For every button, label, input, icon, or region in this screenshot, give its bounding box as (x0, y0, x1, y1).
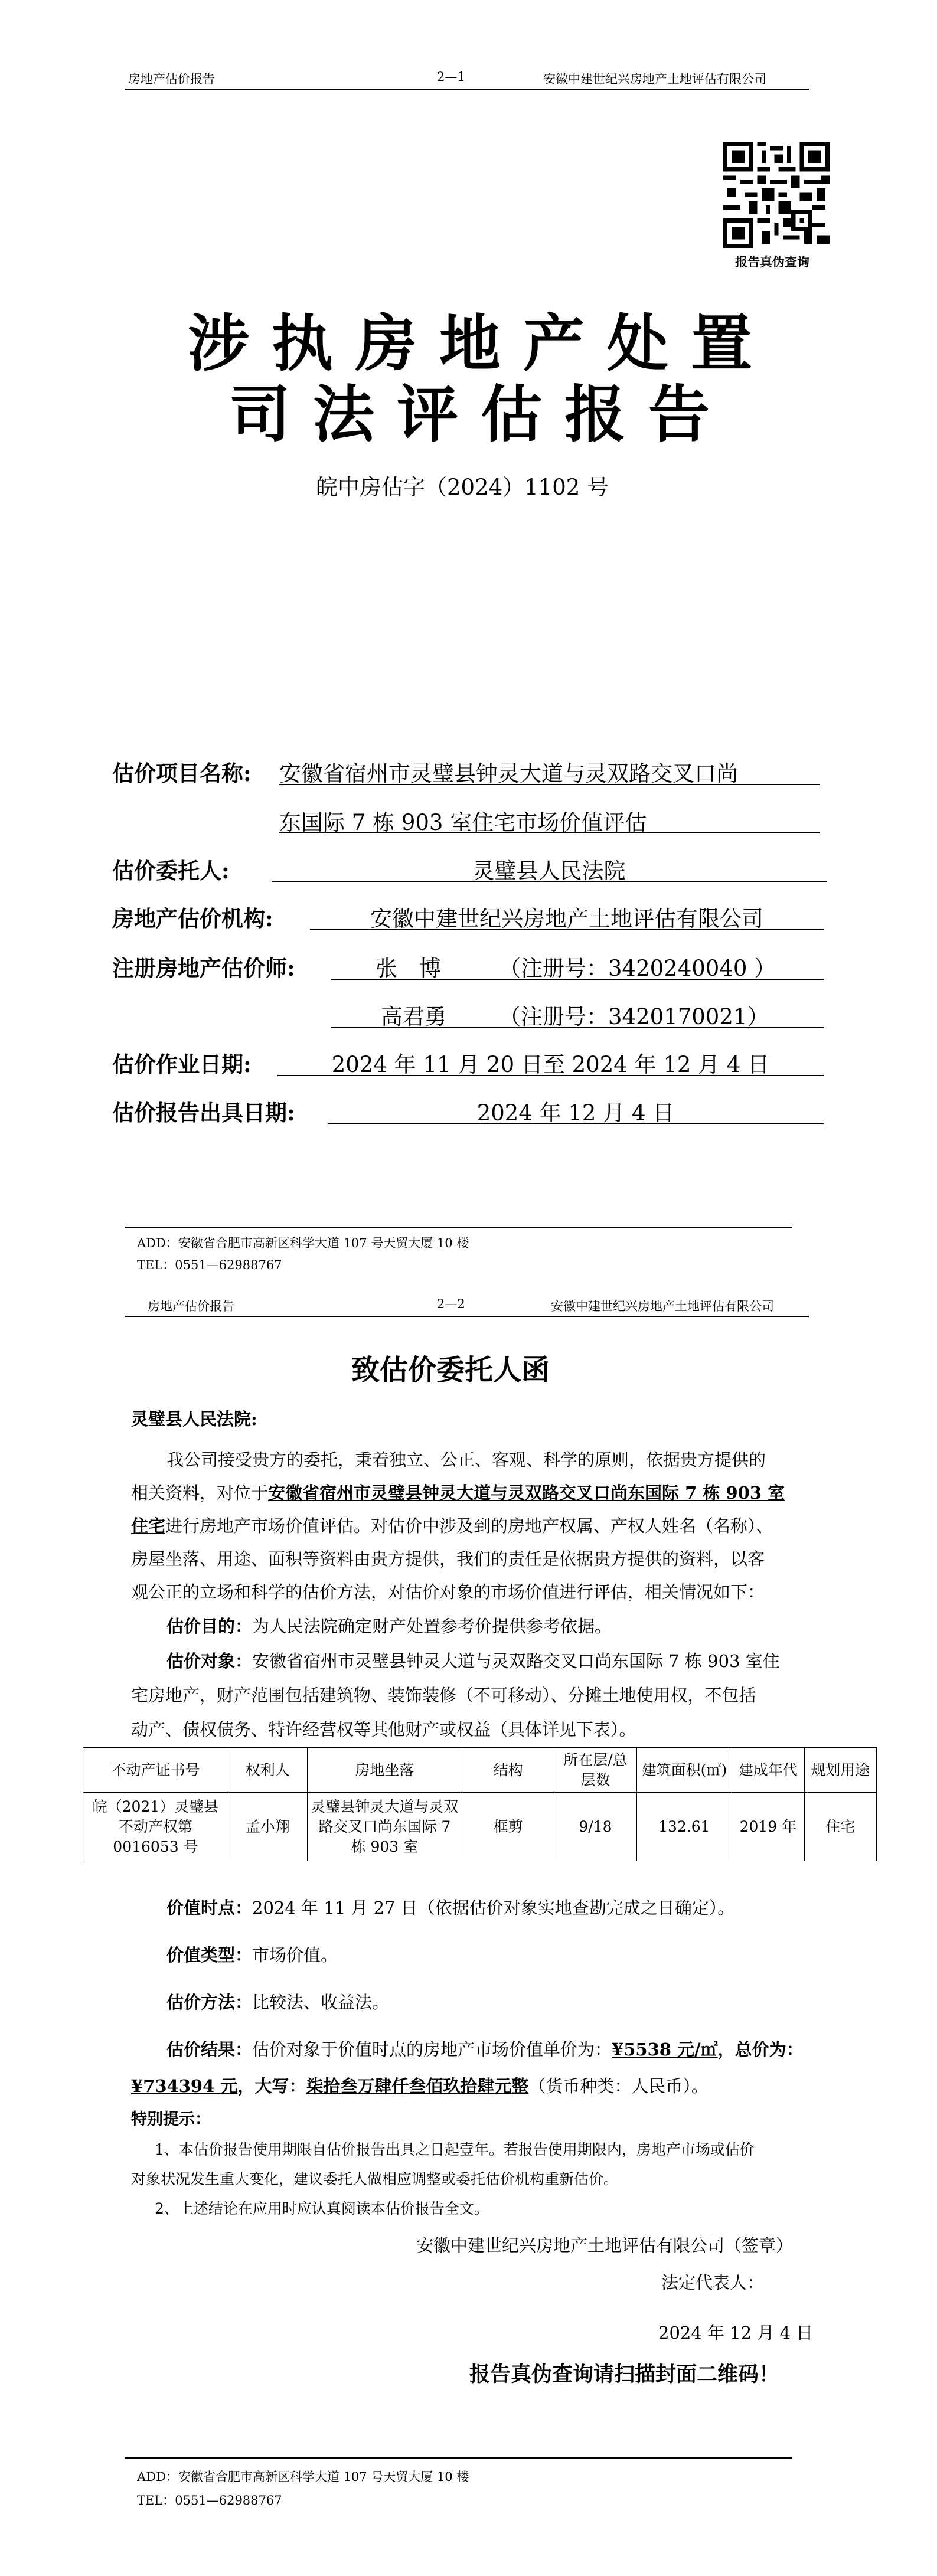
header-right: 安徽中建世纪兴房地产土地评估有限公司 (543, 72, 766, 86)
report-title-line-1: 涉执房地产处置 (188, 307, 775, 380)
value-type-label: 价值类型： (166, 1945, 253, 1965)
table-header-cell: 所在层/总层数 (554, 1748, 636, 1793)
footer-address: ADD：安徽省合肥市高新区科学大道 107 号天贸大厦 10 楼 (137, 2470, 469, 2484)
result-label: 估价结果： (166, 2039, 253, 2060)
footer-rule (125, 1227, 792, 1228)
agency-label: 房地产估价机构: (112, 905, 273, 931)
work-date-underline (277, 1075, 824, 1076)
tip-1-line-2: 对象状况发生重大变化，建议委托人做相应调整或委托估价机构重新估价。 (131, 2170, 619, 2188)
value-time-value: 2024 年 11 月 27 日（依据估价对象实地查勘完成之日确定）。 (252, 1898, 735, 1918)
para1-line-5: 观公正的立场和科学的估价方法，对估价对象的市场价值进行评估，相关情况如下： (131, 1582, 765, 1602)
tips-label: 特别提示： (131, 2110, 211, 2129)
project-name-value-line-2: 东国际 7 栋 903 室住宅市场价值评估 (279, 810, 647, 835)
project-underline-2 (279, 832, 820, 833)
footer-tel: TEL：0551—62988767 (137, 2493, 282, 2508)
para1-line-1: 我公司接受贵方的委托，秉着独立、公正、客观、科学的原则，依据贵方提供的 (166, 1450, 766, 1470)
issue-date-value: 2024 年 12 月 4 日 (476, 1100, 675, 1126)
table-header-row (83, 1748, 877, 1793)
table-cell-certificate: 皖（2021）灵璧县不动产权第 0016053 号 (83, 1793, 228, 1861)
result-text-1: 估价对象于价值时点的房地产市场价值单价为： (252, 2039, 612, 2060)
agency-underline (310, 929, 824, 930)
purpose-label: 估价目的： (166, 1616, 253, 1636)
result-line-2 (131, 2073, 709, 2097)
work-date-label: 估价作业日期: (112, 1051, 252, 1077)
table-cell-location: 灵璧县钟灵大道与灵双路交叉口尚东国际 7 栋 903 室 (307, 1793, 462, 1861)
table-cell-use: 住宅 (804, 1793, 876, 1861)
result-line-1 (166, 2036, 804, 2061)
purpose-value: 为人民法院确定财产处置参考价提供参考依据。 (252, 1616, 612, 1636)
header-left: 房地产估价报告 (148, 1299, 234, 1313)
appraiser-2-reg: （注册号：3420170021） (499, 1004, 769, 1029)
verify-note: 报告真伪查询请扫描封面二维码！ (469, 2362, 780, 2387)
para1-line-3 (131, 1513, 773, 1537)
signature-company: 安徽中建世纪兴房地产土地评估有限公司（签章） (416, 2235, 794, 2255)
client-value: 灵璧县人民法院 (472, 858, 626, 884)
result-text-3: ，大写： (237, 2076, 306, 2096)
footer-tel: TEL：0551—62988767 (137, 1258, 282, 1272)
value-type-line (166, 1942, 338, 1966)
table-header-cell: 规划用途 (804, 1748, 876, 1793)
tip-2: 2、上述结论在应用时应认真阅读本估价报告全文。 (155, 2200, 489, 2217)
client-underline (272, 881, 827, 882)
method-label: 估价方法： (166, 1992, 253, 2012)
para1-line-4: 房屋坐落、用途、面积等资料由贵方提供，我们的责任是依据贵方提供的资料，以客 (131, 1549, 765, 1569)
appraiser-1-reg: （注册号：3420240040 ） (499, 956, 776, 981)
value-type-value: 市场价值。 (252, 1945, 338, 1965)
appraiser-1-underline (331, 979, 824, 980)
result-total: ¥734394 元 (131, 2076, 238, 2096)
report-title-line-2: 司法评估报告 (229, 378, 733, 450)
value-time-line (166, 1895, 734, 1919)
qr-caption: 报告真伪查询 (735, 254, 809, 269)
purpose-line (166, 1613, 612, 1637)
appraiser-label: 注册房地产估价师: (112, 955, 295, 981)
signature-legal-rep: 法定代表人： (661, 2273, 765, 2293)
object-line-3: 动产、债权债务、特许经营权等其他财产或权益（具体详见下表）。 (131, 1719, 636, 1740)
appraiser-1-name: 张 博 (376, 956, 441, 981)
header-right: 安徽中建世纪兴房地产土地评估有限公司 (551, 1299, 774, 1313)
table-row (83, 1793, 877, 1861)
work-date-value: 2024 年 11 月 20 日至 2024 年 12 月 4 日 (331, 1052, 770, 1077)
header-rule (125, 89, 809, 90)
client-label: 估价委托人: (112, 858, 230, 884)
result-currency: （货币种类：人民币）。 (528, 2076, 709, 2096)
header-left: 房地产估价报告 (128, 72, 215, 86)
table-header-cell: 结构 (462, 1748, 554, 1793)
header-rule (125, 1316, 809, 1317)
table-cell-owner: 孟小翔 (228, 1793, 307, 1861)
value-time-label: 价值时点： (166, 1898, 253, 1918)
property-address-highlight: 安徽省宿州市灵璧县钟灵大道与灵双路交叉口尚东国际 7 栋 903 室 (268, 1483, 785, 1503)
appraiser-2-underline (331, 1027, 824, 1028)
tip-1-line-1: 1、本估价报告使用期限自估价报告出具之日起壹年。若报告使用期限内，房地产市场或估价 (155, 2141, 755, 2158)
property-use-highlight: 住宅 (131, 1516, 166, 1536)
signature-date: 2024 年 12 月 4 日 (658, 2323, 814, 2343)
issue-date-label: 估价报告出具日期: (112, 1100, 295, 1126)
issue-date-underline (328, 1123, 824, 1124)
project-name-label: 估价项目名称: (112, 760, 252, 786)
object-line-1 (166, 1648, 780, 1672)
footer-rule (125, 2457, 792, 2459)
object-value-1: 安徽省宿州市灵璧县钟灵大道与灵双路交叉口尚东国际 7 栋 903 室住 (252, 1651, 780, 1671)
para1-line-3-text: 进行房地产市场价值评估。对估价中涉及到的房地产权属、产权人姓名（名称）、 (165, 1516, 773, 1536)
letter-title: 致估价委托人函 (351, 1354, 550, 1387)
object-label: 估价对象： (166, 1651, 253, 1671)
footer-address: ADD：安徽省合肥市高新区科学大道 107 号天贸大厦 10 楼 (137, 1236, 469, 1250)
para1-line-2-text: 相关资料，对位于 (131, 1483, 269, 1503)
method-value: 比较法、收益法。 (252, 1992, 390, 2012)
qr-code-icon[interactable] (723, 142, 830, 248)
agency-value: 安徽中建世纪兴房地产土地评估有限公司 (370, 906, 763, 931)
table-header-cell: 不动产证书号 (83, 1748, 228, 1793)
table-header-cell: 建成年代 (732, 1748, 804, 1793)
project-underline-1 (279, 784, 820, 785)
para1-line-2 (131, 1480, 785, 1504)
object-line-2: 宅房地产，财产范围包括建筑物、装饰装修（不可移动）、分摊土地使用权，不包括 (131, 1685, 756, 1705)
document-number: 皖中房估字（2024）1102 号 (316, 475, 609, 500)
result-text-2: ，总价为： (717, 2039, 804, 2060)
property-table (83, 1747, 877, 1861)
table-header-cell: 权利人 (228, 1748, 307, 1793)
salutation: 灵璧县人民法院: (131, 1409, 257, 1429)
table-cell-area: 132.61 (636, 1793, 732, 1861)
table-cell-structure: 框剪 (462, 1793, 554, 1861)
project-name-value-line-1: 安徽省宿州市灵璧县钟灵大道与灵双路交叉口尚 (279, 761, 738, 786)
header-page-number: 2—2 (437, 1297, 465, 1311)
table-header-cell: 建筑面积(㎡) (636, 1748, 732, 1793)
appraiser-2-name: 高君勇 (381, 1004, 446, 1029)
method-line (166, 1989, 389, 2013)
table-cell-year: 2019 年 (732, 1793, 804, 1861)
result-unit-price: ¥5538 元/㎡ (612, 2039, 718, 2060)
result-total-chinese: 柒拾叁万肆仟叁佰玖拾肆元整 (306, 2076, 529, 2096)
table-header-cell: 房地坐落 (307, 1748, 462, 1793)
table-cell-floor: 9/18 (554, 1793, 636, 1861)
header-page-number: 2—1 (437, 70, 465, 84)
